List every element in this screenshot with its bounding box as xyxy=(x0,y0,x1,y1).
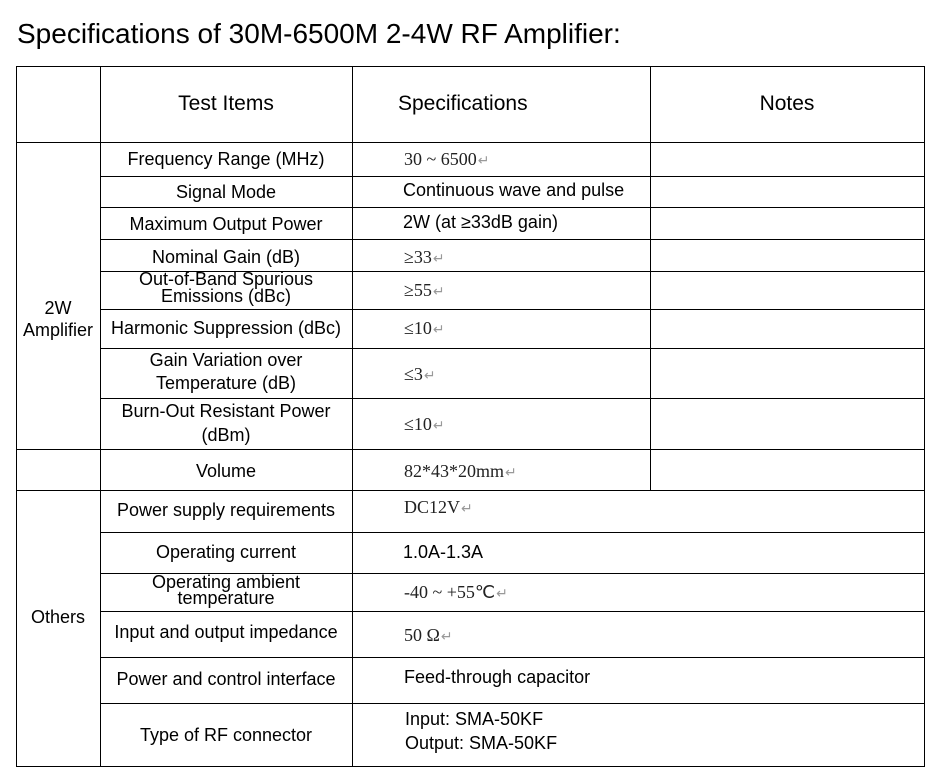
spec-harmonic-suppression xyxy=(404,317,445,342)
page-title: Specifications of 30M-6500M 2-4W RF Amplifier: xyxy=(17,18,621,49)
item-impedance: Input and output impedance xyxy=(114,622,338,642)
spec-harmonic-suppression-value: ≤10 xyxy=(404,318,432,338)
spec-operating-current: 1.0A-1.3A xyxy=(403,542,484,562)
item-operating-current: Operating current xyxy=(155,542,297,562)
spec-signal-mode: Continuous wave and pulse xyxy=(403,180,625,200)
return-mark-icon: ↵ xyxy=(432,252,445,267)
spec-power-supply xyxy=(404,496,473,521)
return-mark-icon: ↵ xyxy=(432,419,445,434)
spec-impedance xyxy=(404,624,453,649)
item-gain-variation: Gain Variation over Temperature (dB) xyxy=(149,350,303,393)
return-mark-icon: ↵ xyxy=(440,630,453,645)
group-2w-amplifier-label: 2W Amplifier xyxy=(22,298,93,340)
return-mark-icon: ↵ xyxy=(477,154,490,169)
spec-burn-out-power-value: ≤10 xyxy=(404,414,432,434)
group-2w-amplifier xyxy=(16,275,100,341)
spec-out-of-band-spurious xyxy=(404,279,445,304)
spec-impedance-value: 50 Ω xyxy=(404,625,440,645)
item-power-supply: Power supply requirements xyxy=(116,500,336,520)
spec-volume xyxy=(404,460,517,485)
item-harmonic-suppression: Harmonic Suppression (dBc) xyxy=(110,318,342,338)
header-notes: Notes xyxy=(759,92,815,115)
spec-out-of-band-spurious-value: ≥55 xyxy=(404,280,432,300)
return-mark-icon: ↵ xyxy=(505,466,517,481)
spec-operating-temperature xyxy=(404,581,508,606)
spec-frequency-range xyxy=(404,148,489,173)
group-others: Others xyxy=(30,607,86,627)
item-operating-temperature: Operating ambient temperature xyxy=(151,572,301,608)
header-specifications: Specifications xyxy=(398,92,528,115)
spec-max-output-power: 2W (at ≥33dB gain) xyxy=(403,212,558,232)
item-volume: Volume xyxy=(195,461,257,481)
spec-volume-value: 82*43*20mm xyxy=(404,461,505,481)
item-control-interface: Power and control interface xyxy=(116,669,336,689)
spec-frequency-range-value: 30 ~ 6500 xyxy=(404,149,477,169)
spec-burn-out-power xyxy=(404,413,445,438)
return-mark-icon: ↵ xyxy=(461,502,473,517)
header-test-items: Test Items xyxy=(178,92,274,115)
item-out-of-band-spurious: Out-of-Band Spurious Emissions (dBc) xyxy=(138,269,314,306)
spec-gain-variation xyxy=(404,363,436,388)
spec-rf-connector: Input: SMA-50KF Output: SMA-50KF xyxy=(405,709,558,753)
spec-power-supply-value: DC12V xyxy=(404,497,461,517)
item-frequency-range: Frequency Range (MHz) xyxy=(127,149,325,169)
return-mark-icon: ↵ xyxy=(432,285,445,300)
item-burn-out-power: Burn-Out Resistant Power (dBm) xyxy=(121,401,331,445)
return-mark-icon: ↵ xyxy=(496,587,508,602)
spec-gain-variation-value: ≤3 xyxy=(404,364,423,384)
item-signal-mode: Signal Mode xyxy=(175,182,277,202)
spec-operating-temperature-value: -40 ~ +55℃ xyxy=(404,582,496,602)
item-rf-connector: Type of RF connector xyxy=(139,725,313,745)
item-max-output-power: Maximum Output Power xyxy=(129,214,323,234)
spec-nominal-gain xyxy=(404,246,445,271)
item-nominal-gain: Nominal Gain (dB) xyxy=(151,247,301,267)
return-mark-icon: ↵ xyxy=(423,369,436,384)
return-mark-icon: ↵ xyxy=(432,323,445,338)
spec-nominal-gain-value: ≥33 xyxy=(404,247,432,267)
spec-control-interface: Feed-through capacitor xyxy=(404,667,591,687)
